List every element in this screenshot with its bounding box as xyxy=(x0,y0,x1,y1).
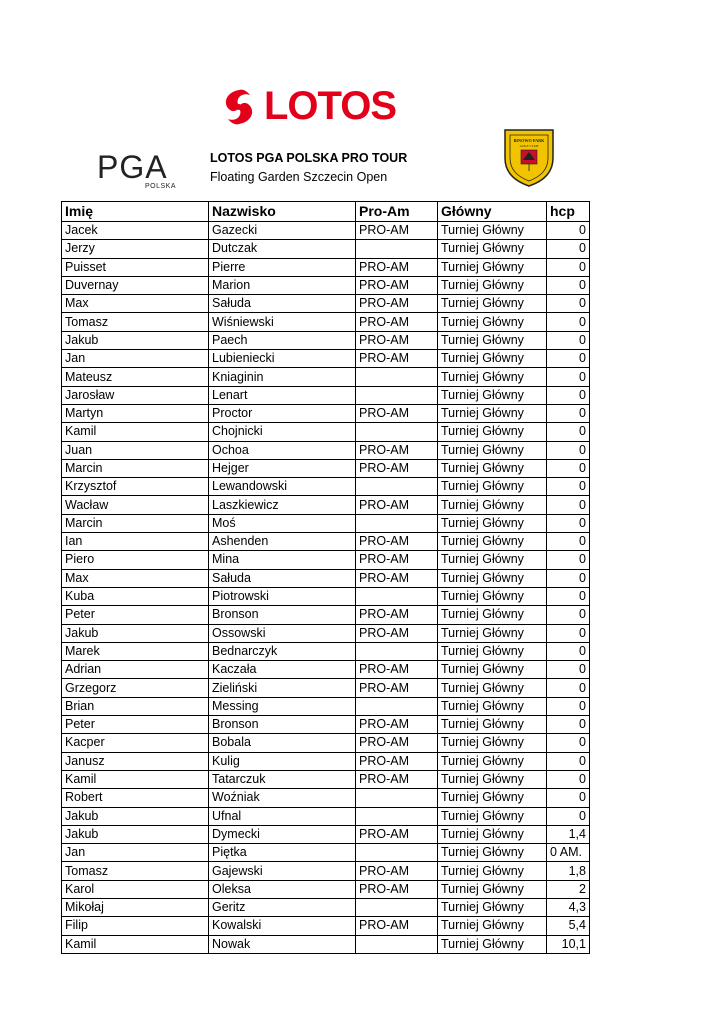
cell-first-name: Max xyxy=(62,295,209,313)
cell-main: Turniej Główny xyxy=(438,514,547,532)
cell-main: Turniej Główny xyxy=(438,624,547,642)
document-title-block xyxy=(210,150,407,187)
cell-pro-am xyxy=(356,368,438,386)
cell-main: Turniej Główny xyxy=(438,569,547,587)
cell-hcp: 0 xyxy=(547,734,590,752)
cell-main: Turniej Główny xyxy=(438,716,547,734)
cell-last-name: Ufnal xyxy=(209,807,356,825)
cell-last-name: Bednarczyk xyxy=(209,642,356,660)
cell-last-name: Gajewski xyxy=(209,862,356,880)
table-row xyxy=(62,404,590,422)
cell-pro-am: PRO-AM xyxy=(356,569,438,587)
cell-pro-am: PRO-AM xyxy=(356,716,438,734)
column-header-pro-am: Pro-Am xyxy=(356,202,438,222)
cell-first-name: Marcin xyxy=(62,459,209,477)
cell-last-name: Chojnicki xyxy=(209,423,356,441)
cell-hcp: 0 xyxy=(547,679,590,697)
cell-pro-am: PRO-AM xyxy=(356,533,438,551)
cell-pro-am: PRO-AM xyxy=(356,661,438,679)
cell-last-name: Proctor xyxy=(209,404,356,422)
cell-first-name: Peter xyxy=(62,716,209,734)
cell-first-name: Peter xyxy=(62,606,209,624)
column-header-hcp: hcp xyxy=(547,202,590,222)
table-row xyxy=(62,533,590,551)
cell-main: Turniej Główny xyxy=(438,807,547,825)
table-row xyxy=(62,459,590,477)
cell-main: Turniej Główny xyxy=(438,404,547,422)
cell-main: Turniej Główny xyxy=(438,276,547,294)
cell-first-name: Kacper xyxy=(62,734,209,752)
table-row xyxy=(62,862,590,880)
cell-hcp: 2 xyxy=(547,880,590,898)
cell-hcp: 0 xyxy=(547,606,590,624)
cell-first-name: Wacław xyxy=(62,496,209,514)
cell-hcp: 0 xyxy=(547,716,590,734)
cell-pro-am xyxy=(356,514,438,532)
cell-first-name: Marcin xyxy=(62,514,209,532)
cell-main: Turniej Główny xyxy=(438,533,547,551)
cell-last-name: Lewandowski xyxy=(209,478,356,496)
table-header-row xyxy=(62,202,590,222)
cell-last-name: Pierre xyxy=(209,258,356,276)
cell-hcp: 0 xyxy=(547,295,590,313)
cell-first-name: Jakub xyxy=(62,331,209,349)
cell-pro-am xyxy=(356,844,438,862)
cell-hcp: 4,3 xyxy=(547,898,590,916)
cell-first-name: Krzysztof xyxy=(62,478,209,496)
cell-pro-am: PRO-AM xyxy=(356,258,438,276)
cell-main: Turniej Główny xyxy=(438,642,547,660)
table-row xyxy=(62,569,590,587)
table-row xyxy=(62,276,590,294)
cell-pro-am: PRO-AM xyxy=(356,679,438,697)
pga-logo-subtext: POLSKA xyxy=(145,183,177,190)
table-row xyxy=(62,661,590,679)
cell-last-name: Messing xyxy=(209,697,356,715)
cell-first-name: Janusz xyxy=(62,752,209,770)
table-row xyxy=(62,331,590,349)
cell-last-name: Wiśniewski xyxy=(209,313,356,331)
column-header-first-name: Imię xyxy=(62,202,209,222)
table-row xyxy=(62,789,590,807)
cell-last-name: Dymecki xyxy=(209,825,356,843)
cell-first-name: Jan xyxy=(62,844,209,862)
cell-hcp: 0 xyxy=(547,496,590,514)
table-row xyxy=(62,478,590,496)
cell-pro-am xyxy=(356,240,438,258)
cell-pro-am xyxy=(356,789,438,807)
cell-first-name: Robert xyxy=(62,789,209,807)
cell-last-name: Zieliński xyxy=(209,679,356,697)
cell-first-name: Kamil xyxy=(62,770,209,788)
cell-pro-am: PRO-AM xyxy=(356,734,438,752)
cell-first-name: Jakub xyxy=(62,624,209,642)
cell-pro-am: PRO-AM xyxy=(356,441,438,459)
cell-last-name: Ochoa xyxy=(209,441,356,459)
table-row xyxy=(62,679,590,697)
cell-main: Turniej Główny xyxy=(438,240,547,258)
table-row xyxy=(62,642,590,660)
cell-pro-am: PRO-AM xyxy=(356,551,438,569)
cell-pro-am: PRO-AM xyxy=(356,313,438,331)
cell-main: Turniej Główny xyxy=(438,587,547,605)
cell-pro-am xyxy=(356,898,438,916)
cell-hcp: 0 xyxy=(547,423,590,441)
table-row xyxy=(62,240,590,258)
cell-hcp: 0 xyxy=(547,789,590,807)
table-row xyxy=(62,386,590,404)
table-row xyxy=(62,716,590,734)
cell-main: Turniej Główny xyxy=(438,258,547,276)
cell-hcp: 0 xyxy=(547,331,590,349)
table-row xyxy=(62,898,590,916)
cell-hcp: 0 xyxy=(547,697,590,715)
table-row xyxy=(62,496,590,514)
cell-last-name: Tatarczuk xyxy=(209,770,356,788)
cell-pro-am: PRO-AM xyxy=(356,331,438,349)
table-row xyxy=(62,697,590,715)
cell-last-name: Sałuda xyxy=(209,569,356,587)
cell-hcp: 0 xyxy=(547,514,590,532)
cell-first-name: Filip xyxy=(62,917,209,935)
cell-hcp: 0 xyxy=(547,350,590,368)
cell-main: Turniej Główny xyxy=(438,825,547,843)
cell-last-name: Ashenden xyxy=(209,533,356,551)
cell-hcp: 0 xyxy=(547,441,590,459)
cell-last-name: Geritz xyxy=(209,898,356,916)
cell-first-name: Kuba xyxy=(62,587,209,605)
lotos-wordmark: LOTOS xyxy=(264,84,397,128)
page-subtitle: Floating Garden Szczecin Open xyxy=(210,170,388,184)
cell-main: Turniej Główny xyxy=(438,862,547,880)
table-row xyxy=(62,917,590,935)
table-row xyxy=(62,880,590,898)
cell-last-name: Bronson xyxy=(209,716,356,734)
cell-main: Turniej Główny xyxy=(438,459,547,477)
cell-main: Turniej Główny xyxy=(438,551,547,569)
binowo-park-badge-icon xyxy=(501,124,557,188)
cell-hcp: 0 xyxy=(547,313,590,331)
cell-main: Turniej Główny xyxy=(438,496,547,514)
cell-last-name: Bobala xyxy=(209,734,356,752)
cell-hcp: 0 xyxy=(547,478,590,496)
cell-main: Turniej Główny xyxy=(438,313,547,331)
table-row xyxy=(62,844,590,862)
table-row xyxy=(62,313,590,331)
cell-last-name: Dutczak xyxy=(209,240,356,258)
cell-pro-am: PRO-AM xyxy=(356,825,438,843)
svg-text:GOLF CLUB: GOLF CLUB xyxy=(519,144,539,148)
cell-first-name: Martyn xyxy=(62,404,209,422)
cell-hcp: 0 xyxy=(547,587,590,605)
cell-first-name: Jan xyxy=(62,350,209,368)
table-row xyxy=(62,624,590,642)
cell-first-name: Tomasz xyxy=(62,862,209,880)
cell-last-name: Oleksa xyxy=(209,880,356,898)
cell-pro-am: PRO-AM xyxy=(356,880,438,898)
cell-pro-am: PRO-AM xyxy=(356,295,438,313)
cell-pro-am: PRO-AM xyxy=(356,350,438,368)
cell-last-name: Kulig xyxy=(209,752,356,770)
cell-hcp: 0 xyxy=(547,642,590,660)
cell-hcp: 0 xyxy=(547,368,590,386)
table-row xyxy=(62,734,590,752)
cell-main: Turniej Główny xyxy=(438,350,547,368)
cell-pro-am xyxy=(356,423,438,441)
cell-pro-am xyxy=(356,642,438,660)
cell-hcp: 0 xyxy=(547,533,590,551)
cell-hcp: 0 xyxy=(547,807,590,825)
cell-last-name: Piętka xyxy=(209,844,356,862)
cell-last-name: Hejger xyxy=(209,459,356,477)
cell-pro-am xyxy=(356,935,438,953)
cell-hcp: 0 xyxy=(547,276,590,294)
cell-last-name: Sałuda xyxy=(209,295,356,313)
lotos-flower-icon xyxy=(218,86,260,128)
table-row xyxy=(62,441,590,459)
cell-hcp: 0 xyxy=(547,624,590,642)
cell-pro-am xyxy=(356,587,438,605)
cell-pro-am: PRO-AM xyxy=(356,770,438,788)
cell-main: Turniej Główny xyxy=(438,770,547,788)
cell-last-name: Ossowski xyxy=(209,624,356,642)
cell-hcp: 0 xyxy=(547,770,590,788)
cell-main: Turniej Główny xyxy=(438,386,547,404)
cell-first-name: Jarosław xyxy=(62,386,209,404)
cell-last-name: Laszkiewicz xyxy=(209,496,356,514)
cell-pro-am xyxy=(356,807,438,825)
cell-main: Turniej Główny xyxy=(438,368,547,386)
cell-last-name: Gazecki xyxy=(209,222,356,240)
cell-main: Turniej Główny xyxy=(438,679,547,697)
cell-first-name: Grzegorz xyxy=(62,679,209,697)
table-row xyxy=(62,350,590,368)
column-header-main: Główny xyxy=(438,202,547,222)
cell-first-name: Adrian xyxy=(62,661,209,679)
cell-main: Turniej Główny xyxy=(438,478,547,496)
cell-first-name: Jakub xyxy=(62,825,209,843)
pga-polska-logo xyxy=(97,150,177,196)
cell-hcp: 0 AM. xyxy=(547,844,590,862)
cell-last-name: Lubieniecki xyxy=(209,350,356,368)
table-row xyxy=(62,514,590,532)
cell-first-name: Max xyxy=(62,569,209,587)
cell-main: Turniej Główny xyxy=(438,331,547,349)
cell-hcp: 10,1 xyxy=(547,935,590,953)
table-row xyxy=(62,752,590,770)
cell-first-name: Jerzy xyxy=(62,240,209,258)
cell-hcp: 1,4 xyxy=(547,825,590,843)
table-row xyxy=(62,825,590,843)
cell-pro-am: PRO-AM xyxy=(356,624,438,642)
cell-main: Turniej Główny xyxy=(438,295,547,313)
table-row xyxy=(62,807,590,825)
cell-first-name: Marek xyxy=(62,642,209,660)
cell-hcp: 5,4 xyxy=(547,917,590,935)
cell-last-name: Bronson xyxy=(209,606,356,624)
cell-pro-am: PRO-AM xyxy=(356,404,438,422)
cell-hcp: 0 xyxy=(547,404,590,422)
cell-hcp: 0 xyxy=(547,258,590,276)
table-row xyxy=(62,935,590,953)
table-row xyxy=(62,222,590,240)
cell-hcp: 0 xyxy=(547,551,590,569)
cell-hcp: 0 xyxy=(547,459,590,477)
table-row xyxy=(62,368,590,386)
cell-last-name: Moś xyxy=(209,514,356,532)
cell-hcp: 0 xyxy=(547,240,590,258)
table-row xyxy=(62,606,590,624)
cell-pro-am xyxy=(356,478,438,496)
cell-pro-am: PRO-AM xyxy=(356,752,438,770)
table-row xyxy=(62,258,590,276)
table-row xyxy=(62,551,590,569)
cell-last-name: Kniaginin xyxy=(209,368,356,386)
cell-first-name: Juan xyxy=(62,441,209,459)
cell-last-name: Marion xyxy=(209,276,356,294)
cell-main: Turniej Główny xyxy=(438,734,547,752)
cell-main: Turniej Główny xyxy=(438,222,547,240)
cell-hcp: 0 xyxy=(547,752,590,770)
cell-main: Turniej Główny xyxy=(438,880,547,898)
table-row xyxy=(62,423,590,441)
cell-main: Turniej Główny xyxy=(438,917,547,935)
cell-pro-am: PRO-AM xyxy=(356,606,438,624)
cell-last-name: Woźniak xyxy=(209,789,356,807)
cell-first-name: Piero xyxy=(62,551,209,569)
cell-first-name: Duvernay xyxy=(62,276,209,294)
cell-main: Turniej Główny xyxy=(438,423,547,441)
cell-first-name: Brian xyxy=(62,697,209,715)
cell-last-name: Mina xyxy=(209,551,356,569)
cell-first-name: Ian xyxy=(62,533,209,551)
cell-pro-am: PRO-AM xyxy=(356,862,438,880)
cell-hcp: 0 xyxy=(547,222,590,240)
cell-last-name: Kaczała xyxy=(209,661,356,679)
table-row xyxy=(62,295,590,313)
cell-main: Turniej Główny xyxy=(438,661,547,679)
cell-first-name: Kamil xyxy=(62,423,209,441)
svg-text:BINOWO PARK: BINOWO PARK xyxy=(513,138,545,143)
column-header-last-name: Nazwisko xyxy=(209,202,356,222)
cell-last-name: Paech xyxy=(209,331,356,349)
cell-pro-am: PRO-AM xyxy=(356,917,438,935)
cell-first-name: Tomasz xyxy=(62,313,209,331)
cell-pro-am: PRO-AM xyxy=(356,496,438,514)
participants-table xyxy=(61,201,590,954)
cell-main: Turniej Główny xyxy=(438,697,547,715)
cell-first-name: Mateusz xyxy=(62,368,209,386)
lotos-logo xyxy=(218,84,397,128)
cell-main: Turniej Główny xyxy=(438,752,547,770)
cell-main: Turniej Główny xyxy=(438,441,547,459)
cell-main: Turniej Główny xyxy=(438,844,547,862)
cell-main: Turniej Główny xyxy=(438,789,547,807)
cell-last-name: Kowalski xyxy=(209,917,356,935)
cell-pro-am xyxy=(356,697,438,715)
cell-hcp: 0 xyxy=(547,386,590,404)
page-title: LOTOS PGA POLSKA PRO TOUR xyxy=(210,151,408,165)
cell-last-name: Lenart xyxy=(209,386,356,404)
cell-hcp: 1,8 xyxy=(547,862,590,880)
cell-hcp: 0 xyxy=(547,661,590,679)
cell-first-name: Mikołaj xyxy=(62,898,209,916)
cell-pro-am: PRO-AM xyxy=(356,222,438,240)
cell-first-name: Kamil xyxy=(62,935,209,953)
cell-main: Turniej Główny xyxy=(438,935,547,953)
cell-last-name: Nowak xyxy=(209,935,356,953)
cell-main: Turniej Główny xyxy=(438,898,547,916)
pga-logo-text: PGA xyxy=(97,149,168,185)
cell-last-name: Piotrowski xyxy=(209,587,356,605)
cell-pro-am: PRO-AM xyxy=(356,276,438,294)
table-body xyxy=(62,222,590,954)
table-row xyxy=(62,770,590,788)
cell-first-name: Karol xyxy=(62,880,209,898)
cell-first-name: Puisset xyxy=(62,258,209,276)
table-row xyxy=(62,587,590,605)
cell-pro-am: PRO-AM xyxy=(356,459,438,477)
cell-first-name: Jacek xyxy=(62,222,209,240)
cell-hcp: 0 xyxy=(547,569,590,587)
cell-main: Turniej Główny xyxy=(438,606,547,624)
cell-pro-am xyxy=(356,386,438,404)
cell-first-name: Jakub xyxy=(62,807,209,825)
